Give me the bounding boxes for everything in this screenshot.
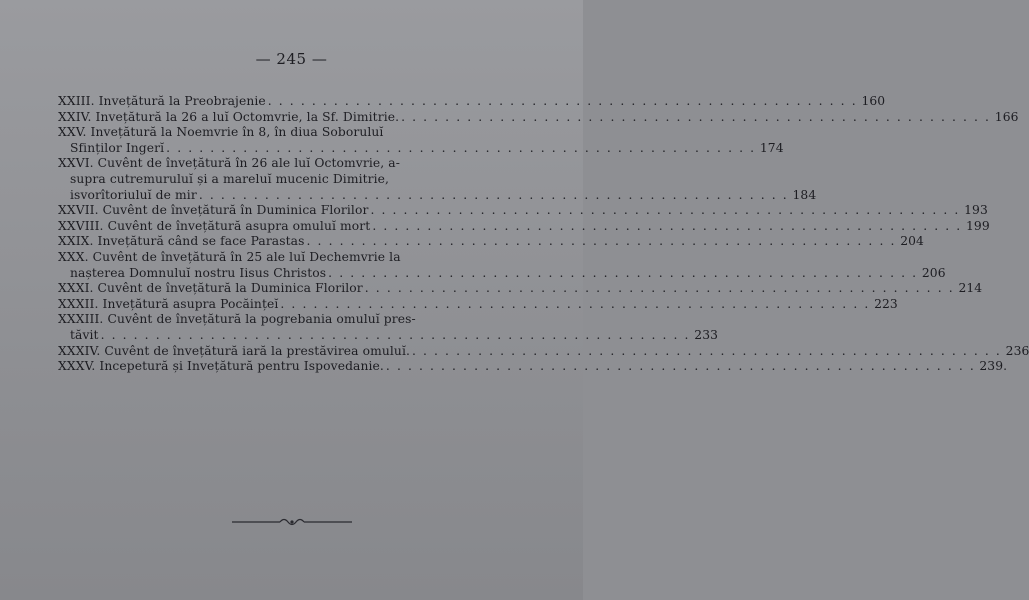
toc-entry-page: 206 bbox=[921, 265, 946, 280]
toc-entry-line bbox=[58, 250, 514, 266]
toc-entry-line bbox=[58, 218, 990, 235]
toc-entry-title: XXXIII. Cuvênt de învețătură la pogrebania omuluĭ pres- bbox=[58, 312, 416, 327]
toc-entry-line bbox=[58, 312, 514, 328]
toc-entry-line bbox=[58, 234, 924, 250]
table-of-contents bbox=[58, 94, 1029, 375]
toc-entry-title: Sfinților Ingerĭ bbox=[70, 140, 165, 155]
toc-entry-title: nașterea Domnuluĭ nostru Iisus Christos bbox=[70, 265, 327, 280]
dot-leader: . . . . . . . . . . . . . . . . . . . . . . . . . . . . . . . . . . . . . . . . . . . . . . . . . . . . . . bbox=[401, 109, 991, 124]
toc-entry bbox=[58, 218, 990, 235]
toc-entry bbox=[58, 125, 784, 156]
dot-leader: . . . . . . . . . . . . . . . . . . . . . . . . . . . . . . . . . . . . . . . . . . . . . . . . . . . . . . bbox=[166, 140, 756, 155]
dot-leader: . . . . . . . . . . . . . . . . . . . . . . . . . . . . . . . . . . . . . . . . . . . . . . . . . . . . . . bbox=[385, 359, 976, 374]
toc-entry-page: 199 bbox=[965, 218, 990, 233]
toc-entry-title: XXXI. Cuvênt de învețătură la Duminica Florilor bbox=[58, 281, 363, 296]
page-number: — 245 — bbox=[255, 50, 328, 68]
toc-entry-page: 214 bbox=[958, 281, 983, 296]
toc-entry bbox=[58, 296, 898, 313]
toc-entry-title: isvorîtoriuluĭ de mir bbox=[70, 187, 197, 202]
toc-entry-line bbox=[58, 296, 898, 313]
dot-leader: . . . . . . . . . . . . . . . . . . . . . . . . . . . . . . . . . . . . . . . . . . . . . . . . . . . . . . bbox=[100, 327, 691, 342]
dot-leader: . . . . . . . . . . . . . . . . . . . . . . . . . . . . . . . . . . . . . . . . . . . . . . . . . . . . . . bbox=[412, 343, 1002, 358]
dot-leader: . . . . . . . . . . . . . . . . . . . . . . . . . . . . . . . . . . . . . . . . . . . . . . . . . . . . . . bbox=[198, 187, 789, 202]
toc-entry-line bbox=[58, 109, 1019, 126]
toc-entry-page: 184 bbox=[792, 187, 817, 202]
toc-entry bbox=[58, 109, 1019, 126]
toc-entry-title: supra cutremuruluĭ și a mareluĭ mucenic Dimitrie, bbox=[70, 171, 390, 186]
toc-entry-title: XXXII. Invețătură asupra Pocăințeĭ bbox=[58, 296, 279, 311]
toc-entry-line bbox=[58, 94, 886, 110]
ornament-divider bbox=[232, 516, 352, 528]
toc-entry-page: 193 bbox=[964, 203, 988, 218]
toc-entry-line bbox=[58, 172, 514, 188]
toc-entry bbox=[58, 359, 1008, 375]
toc-entry bbox=[58, 343, 1029, 360]
toc-entry-line bbox=[58, 327, 719, 344]
toc-entry bbox=[58, 156, 817, 203]
toc-entry bbox=[58, 281, 983, 297]
toc-entry-title: tăvit bbox=[70, 327, 99, 342]
toc-entry-page: 204 bbox=[900, 234, 924, 249]
toc-entry bbox=[58, 249, 946, 281]
toc-entry bbox=[58, 94, 886, 110]
toc-entry bbox=[58, 203, 988, 219]
toc-entry-line bbox=[58, 265, 946, 282]
toc-entry-title: XXV. Invețătură la Noemvrie în 8, în dіua Soboruluĭ bbox=[58, 125, 384, 140]
dot-leader: . . . . . . . . . . . . . . . . . . . . . . . . . . . . . . . . . . . . . . . . . . . . . . . . . . . . . . bbox=[372, 218, 962, 233]
dot-leader: . . . . . . . . . . . . . . . . . . . . . . . . . . . . . . . . . . . . . . . . . . . . . . . . . . . . . . bbox=[306, 234, 896, 249]
toc-entry-page: 223 bbox=[874, 296, 898, 311]
toc-entry-line bbox=[58, 359, 1008, 375]
dot-leader: . . . . . . . . . . . . . . . . . . . . . . . . . . . . . . . . . . . . . . . . . . . . . . . . . . . . . . bbox=[328, 265, 918, 280]
toc-entry-title: XXIX. Invețătură când se face Parastas bbox=[58, 234, 305, 249]
toc-entry-page: 236 bbox=[1005, 343, 1029, 358]
toc-entry-page: 160 bbox=[861, 94, 886, 108]
toc-entry-title: XXX. Cuvênt de învețătură în 25 ale luĭ Dechemvrie la bbox=[58, 249, 401, 264]
toc-entry-title: XXXV. Incepetură și Invețătură pentru Ispovedanie. bbox=[58, 359, 384, 374]
toc-entry-page: 166 bbox=[994, 109, 1019, 124]
toc-entry-page: 239. bbox=[979, 359, 1008, 374]
toc-entry-line bbox=[58, 156, 514, 172]
toc-entry-title: XXVIII. Cuvênt de învețătură asupra omuluĭ mort bbox=[58, 218, 371, 233]
toc-entry-line bbox=[58, 281, 983, 297]
toc-entry-line bbox=[58, 125, 514, 141]
dot-leader: . . . . . . . . . . . . . . . . . . . . . . . . . . . . . . . . . . . . . . . . . . . . . . . . . . . . . . bbox=[364, 281, 955, 296]
toc-entry-page: 174 bbox=[759, 140, 784, 155]
toc-entry-page: 233 bbox=[694, 327, 719, 342]
toc-entry-title: XXIII. Invețătură la Preobrajenie bbox=[58, 94, 266, 108]
dot-leader: . . . . . . . . . . . . . . . . . . . . . . . . . . . . . . . . . . . . . . . . . . . . . . . . . . . . . . bbox=[280, 296, 870, 311]
toc-entry bbox=[58, 312, 719, 343]
toc-entry-title: XXXIV. Cuvênt de învețătură iară la prestăvirea omuluĭ. bbox=[58, 343, 410, 358]
toc-entry-line bbox=[58, 187, 817, 204]
toc-entry-title: XXVI. Cuvênt de învețătură în 26 ale luĭ Octomvrie, a- bbox=[58, 156, 400, 171]
toc-entry-line bbox=[58, 343, 1029, 360]
toc-entry-line bbox=[58, 140, 784, 157]
toc-entry-title: XXIV. Invețătură la 26 a luĭ Octomvrie, la Sf. Dimitrie. bbox=[58, 109, 400, 124]
toc-entry-line bbox=[58, 203, 988, 219]
dot-leader: . . . . . . . . . . . . . . . . . . . . . . . . . . . . . . . . . . . . . . . . . . . . . . . . . . . . . . bbox=[370, 203, 960, 218]
toc-entry bbox=[58, 234, 924, 250]
toc-entry-title: XXVII. Cuvênt de învețătură în Duminica Florilor bbox=[58, 203, 369, 218]
dot-leader: . . . . . . . . . . . . . . . . . . . . . . . . . . . . . . . . . . . . . . . . . . . . . . . . . . . . . . bbox=[267, 94, 858, 108]
